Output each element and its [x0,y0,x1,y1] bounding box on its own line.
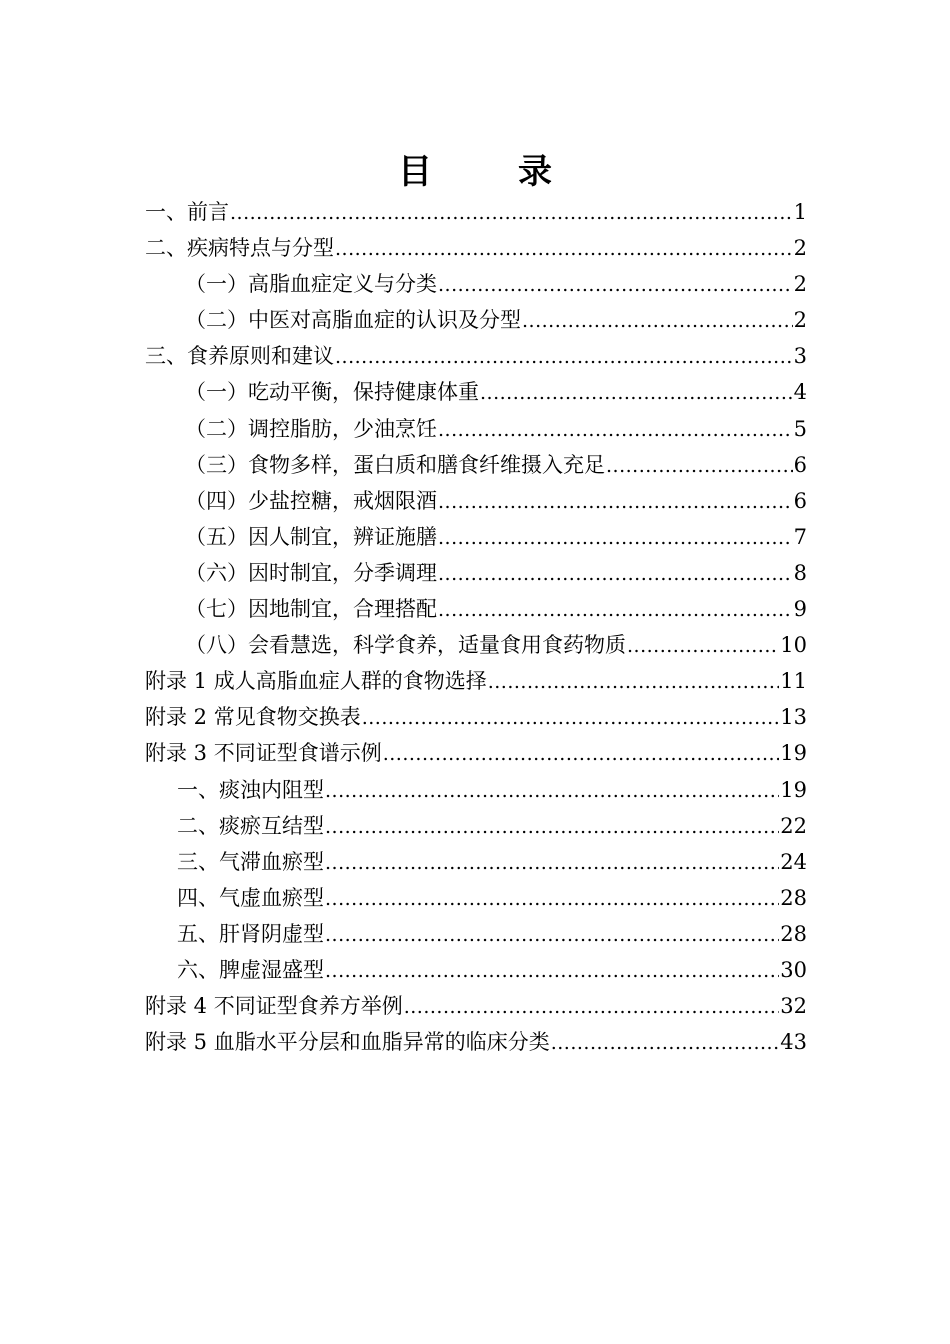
toc-page-number: 5 [793,416,807,441]
toc-dot-leader [325,773,779,809]
toc-entry[interactable] [145,772,807,808]
toc-entry-text: （二）调控脂肪，少油烹饪 [185,416,437,441]
toc-dot-leader [522,303,793,339]
toc-entry[interactable] [145,338,807,374]
toc-dot-leader [325,809,779,845]
toc-entry[interactable] [145,447,807,483]
toc-dot-leader [627,628,779,664]
toc-dot-leader [325,881,779,917]
toc-entry-text: 二、痰瘀互结型 [177,813,324,838]
toc-page-number: 19 [780,777,807,802]
toc-entry-text: 附录 2 常见食物交换表 [145,705,361,730]
toc-entry-text: （六）因时制宜，分季调理 [185,560,437,585]
toc-page-number: 13 [780,705,807,730]
toc-entry-text: （一）高脂血症定义与分类 [185,272,437,297]
toc-dot-leader [438,592,793,628]
toc-entry[interactable] [145,735,807,771]
toc-entry-text: （七）因地制宜，合理搭配 [185,597,437,622]
toc-entry-text: （二）中医对高脂血症的认识及分型 [185,308,521,333]
toc-dot-leader [362,700,780,736]
toc-page-number: 32 [780,994,807,1019]
toc-page-number: 30 [780,957,807,982]
toc-entry[interactable] [145,952,807,988]
toc-page-number: 6 [793,488,807,513]
toc-dot-leader [404,989,780,1025]
toc-dot-leader [325,845,779,881]
toc-page-number: 28 [780,885,807,910]
toc-dot-leader [383,736,780,772]
toc-dot-leader [335,339,793,375]
toc-page-number: 43 [780,1030,807,1055]
toc-entry[interactable] [145,1024,807,1060]
toc-entry-text: 一、痰浊内阻型 [177,777,324,802]
toc-entry-text: 附录 4 不同证型食养方举例 [145,994,403,1019]
toc-entry-text: 四、气虚血瘀型 [177,885,324,910]
toc-dot-leader [438,267,793,303]
toc-entry[interactable] [145,411,807,447]
toc-entry[interactable] [145,627,807,663]
toc-entry[interactable] [145,194,807,230]
toc-dot-leader [230,195,793,231]
toc-page-number: 11 [780,669,807,694]
toc-entry-text: 三、气滞血瘀型 [177,849,324,874]
toc-title: 目 录 [398,152,578,192]
toc-dot-leader [488,664,780,700]
toc-entry-text: （五）因人制宜，辨证施膳 [185,524,437,549]
toc-dot-leader [438,484,793,520]
toc-entry[interactable] [145,699,807,735]
toc-entry[interactable] [145,374,807,410]
toc-entry[interactable] [145,663,807,699]
toc-dot-leader [480,375,793,411]
toc-entry[interactable] [145,519,807,555]
toc-page-number: 4 [793,380,807,405]
toc-dot-leader [325,953,779,989]
toc-page-number: 19 [780,741,807,766]
toc-list [145,194,807,1060]
toc-dot-leader [606,448,793,484]
toc-entry[interactable] [145,302,807,338]
toc-entry[interactable] [145,988,807,1024]
toc-entry[interactable] [145,555,807,591]
toc-page-number: 1 [793,200,807,224]
toc-dot-leader [438,556,793,592]
toc-dot-leader [438,412,793,448]
toc-page-number: 2 [793,236,807,261]
toc-dot-leader [551,1025,780,1061]
toc-entry[interactable] [145,916,807,952]
toc-entry[interactable] [145,591,807,627]
toc-entry-text: 附录 1 成人高脂血症人群的食物选择 [145,669,487,694]
toc-page-number: 2 [793,272,807,297]
toc-entry-text: 二、疾病特点与分型 [145,236,334,261]
toc-dot-leader [335,231,793,267]
toc-entry-text: 三、食养原则和建议 [145,344,334,369]
toc-entry-text: （一）吃动平衡，保持健康体重 [185,380,479,405]
toc-entry[interactable] [145,230,807,266]
toc-entry[interactable] [145,880,807,916]
toc-entry-text: （四）少盐控糖，戒烟限酒 [185,488,437,513]
toc-page-number: 8 [793,560,807,585]
toc-page-number: 9 [793,597,807,622]
toc-entry-text: 六、脾虚湿盛型 [177,957,324,982]
toc-page-number: 24 [780,849,807,874]
toc-page-number: 7 [793,524,807,549]
toc-entry-text: （八）会看慧选，科学食养，适量食用食药物质 [185,633,626,658]
toc-entry-text: （三）食物多样，蛋白质和膳食纤维摄入充足 [185,452,605,477]
toc-entry-text: 一、前言 [145,200,229,224]
toc-entry[interactable] [145,483,807,519]
toc-entry[interactable] [145,808,807,844]
toc-entry-text: 附录 5 血脂水平分层和血脂异常的临床分类 [145,1030,550,1055]
toc-entry[interactable] [145,844,807,880]
toc-entry-text: 五、肝肾阴虚型 [177,921,324,946]
toc-dot-leader [325,917,779,953]
toc-page-number: 2 [793,308,807,333]
toc-page-number: 22 [780,813,807,838]
toc-page-number: 3 [793,344,807,369]
toc-entry-text: 附录 3 不同证型食谱示例 [145,741,382,766]
toc-page-number: 28 [780,921,807,946]
toc-dot-leader [438,520,793,556]
toc-entry[interactable] [145,266,807,302]
toc-page-number: 6 [793,452,807,477]
toc-page-number: 10 [780,633,807,658]
